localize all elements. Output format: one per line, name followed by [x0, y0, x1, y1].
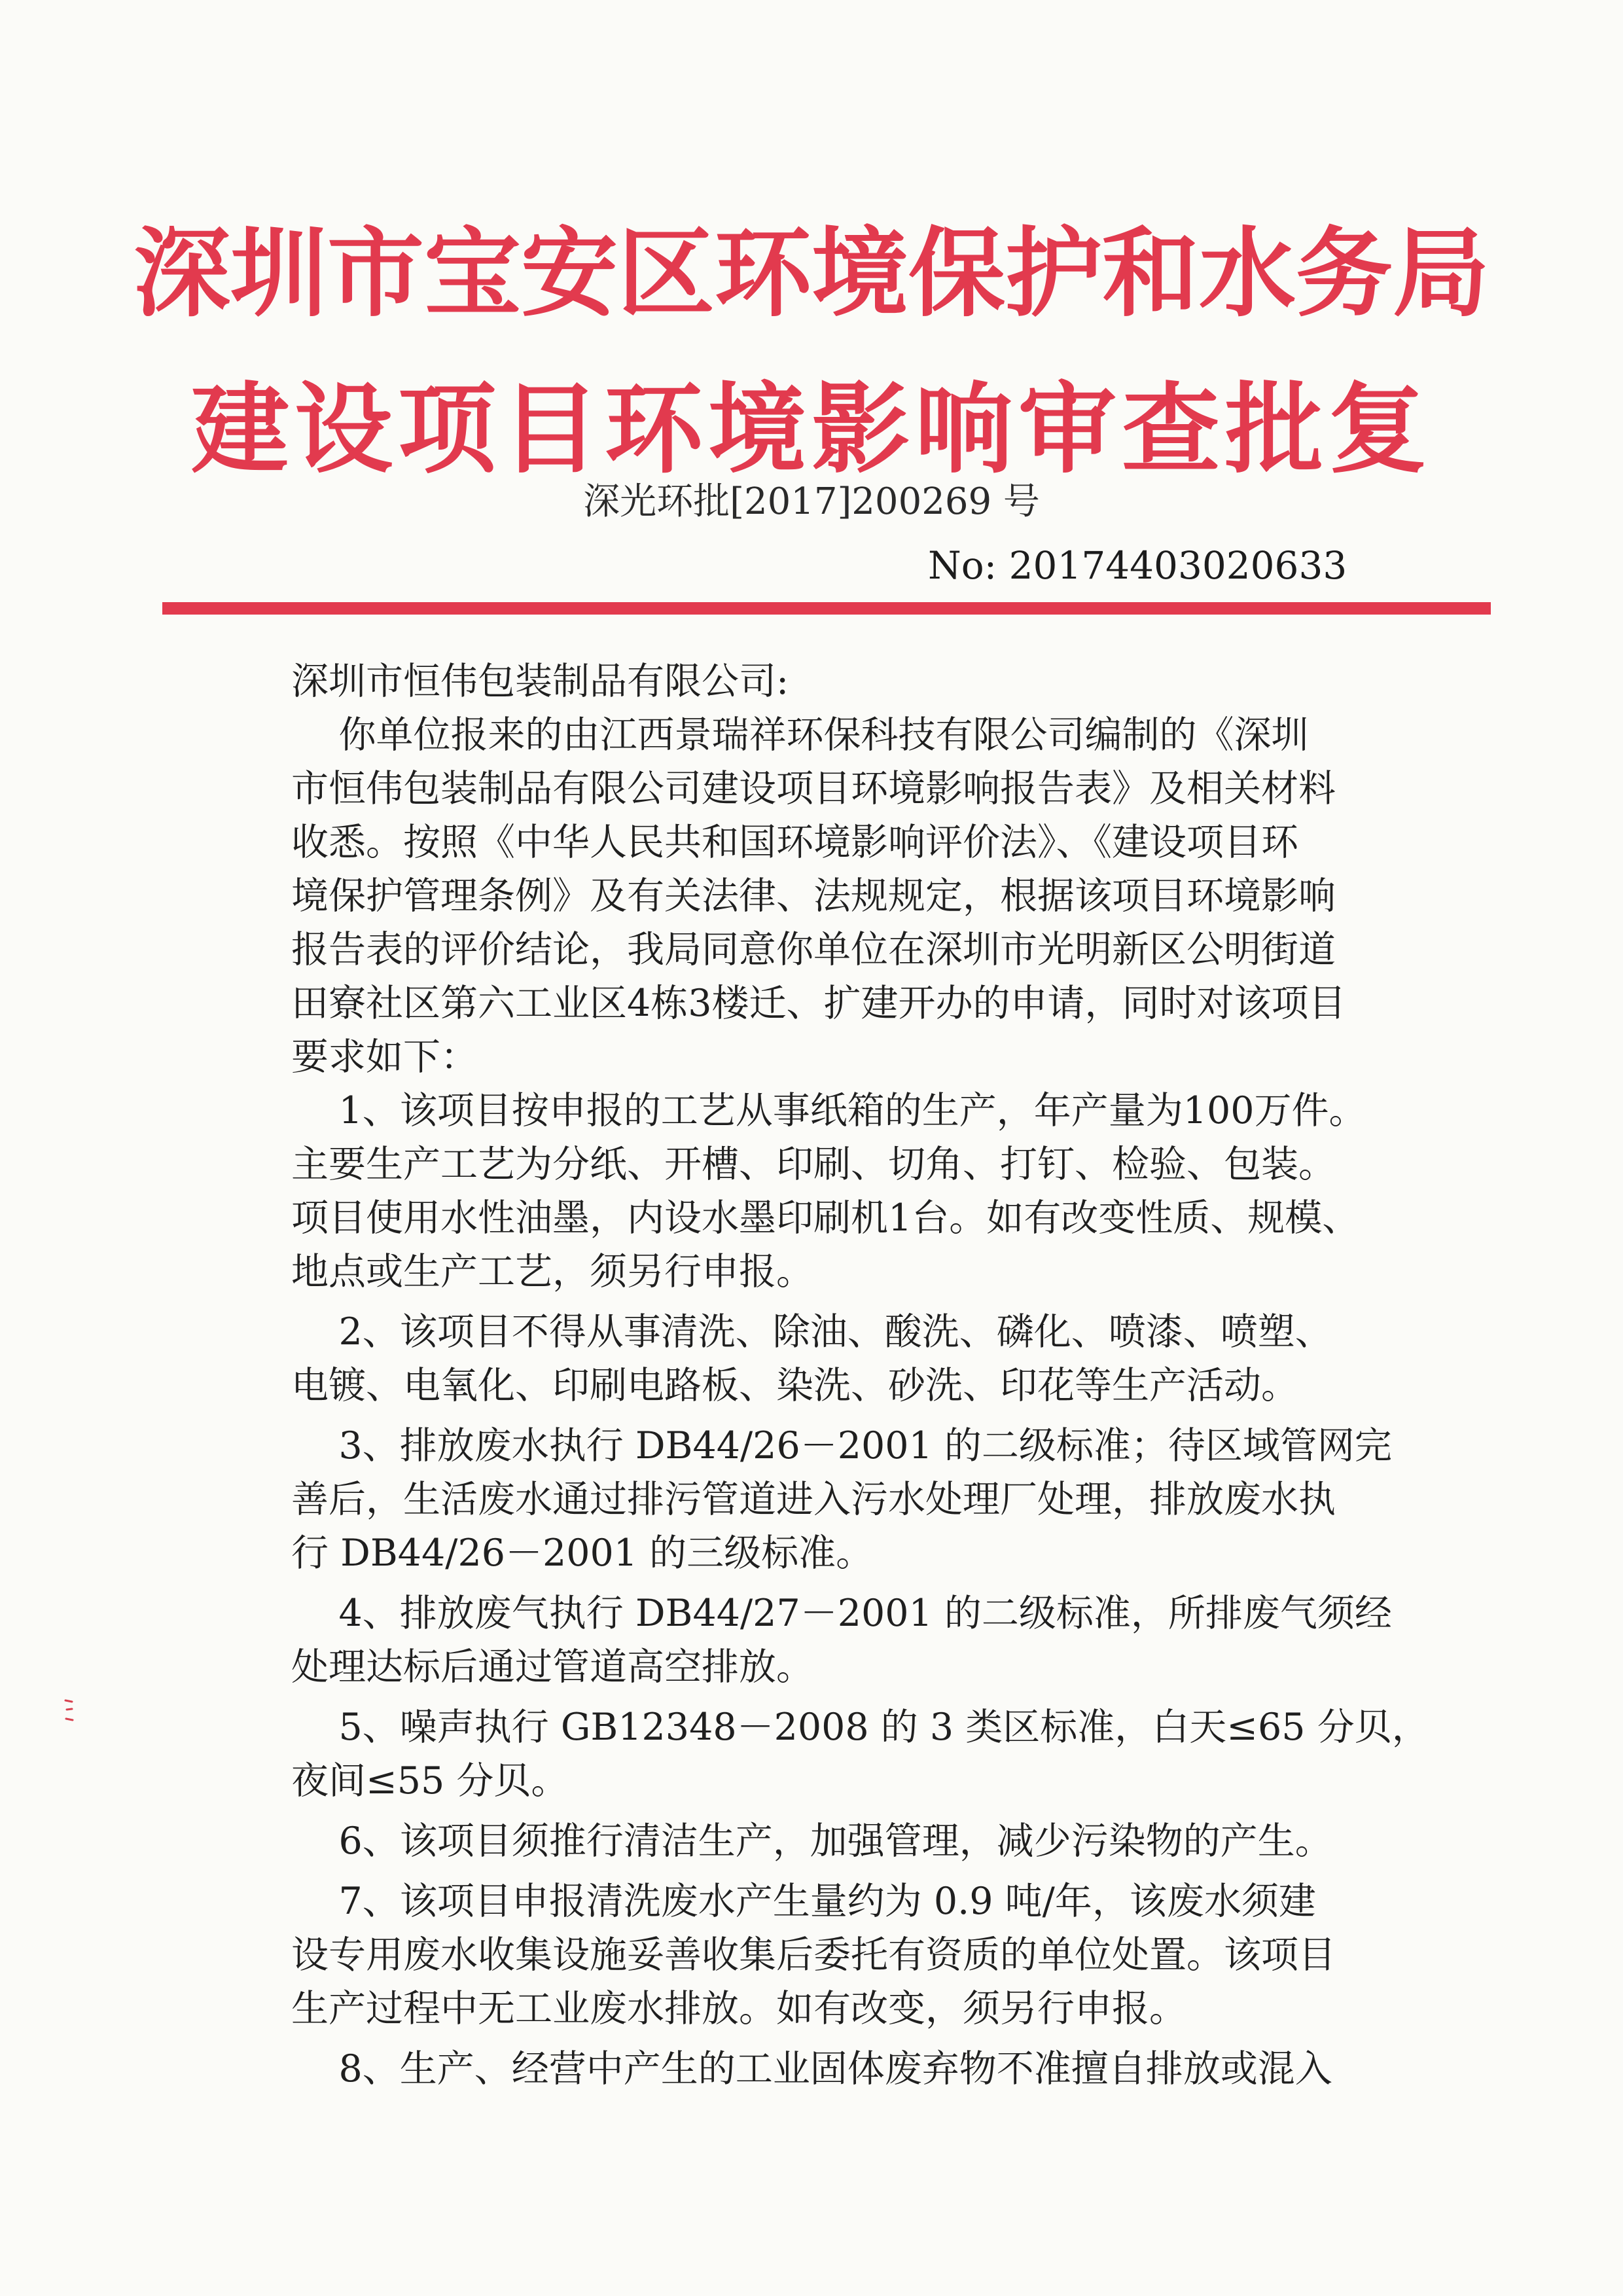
paragraph-gap: [291, 1416, 1482, 1422]
body-line: 3、排放废水执行 DB44/26－2001 的二级标准；待区域管网完: [291, 1424, 1392, 1467]
paragraph-gap: [291, 1871, 1482, 1878]
body-line: 善后，生活废水通过排污管道进入污水处理厂处理，排放废水执: [291, 1478, 1336, 1521]
body-line: 6、该项目须推行清洁生产，加强管理，减少污染物的产生。: [291, 1820, 1332, 1863]
body-line: 行 DB44/26－2001 的三级标准。: [291, 1532, 874, 1575]
body-line: 设专用废水收集设施妥善收集后委托有资质的单位处置。该项目: [291, 1933, 1336, 1977]
body-line: 境保护管理条例》及有关法律、法规规定，根据该项目环境影响: [291, 874, 1336, 918]
body-line: 1、该项目按申报的工艺从事纸箱的生产，年产量为100万件。: [291, 1089, 1366, 1132]
body-line: 主要生产工艺为分纸、开槽、印刷、切角、打钉、检验、包装。: [291, 1143, 1336, 1186]
body-line: 处理达标后通过管道高空排放。: [291, 1645, 813, 1689]
document-number: 深光环批[2017]200269 号: [583, 480, 1040, 523]
paragraph-gap: [291, 1811, 1482, 1818]
body-line: 2、该项目不得从事清洗、除油、酸洗、磷化、喷漆、喷塑、: [291, 1310, 1332, 1354]
serial-number: No: 20174403020633: [928, 543, 1347, 588]
body-line: 报告表的评价结论，我局同意你单位在深圳市光明新区公明街道: [291, 928, 1336, 971]
red-header-rule: [162, 602, 1491, 615]
body-line: 8、生产、经营中产生的工业固体废弃物不准擅自排放或混入: [291, 2047, 1332, 2090]
document-body: [291, 658, 1482, 2099]
body-line: 夜间≤55 分贝。: [291, 1759, 569, 1803]
paragraph-gap: [291, 1583, 1482, 1590]
paragraph-gap: [291, 1697, 1482, 1704]
body-line: 你单位报来的由江西景瑞祥环保科技有限公司编制的《深圳: [291, 713, 1309, 757]
body-line: 地点或生产工艺，须另行申报。: [291, 1250, 813, 1293]
body-line: 生产过程中无工业废水排放。如有改变，须另行申报。: [291, 1987, 1186, 2030]
red-ink-mark: [63, 1698, 76, 1727]
paragraph-gap: [291, 2039, 1482, 2045]
body-line: 田寮社区第六工业区4栋3楼迁、扩建开办的申请，同时对该项目: [291, 982, 1346, 1025]
issuer-title: 深圳市宝安区环境保护和水务局: [134, 216, 1489, 330]
body-line: 4、排放废气执行 DB44/27－2001 的二级标准，所排废气须经: [291, 1592, 1392, 1635]
body-line: 要求如下：: [291, 1035, 478, 1079]
body-line: 电镀、电氧化、印刷电路板、染洗、砂洗、印花等生产活动。: [291, 1364, 1298, 1407]
paragraph-gap: [291, 1302, 1482, 1308]
document-title: 建设项目环境影响审查批复: [190, 372, 1432, 487]
body-line: 收悉。按照《中华人民共和国环境影响评价法》、《建设项目环: [291, 821, 1298, 864]
body-line: 5、噪声执行 GB12348－2008 的 3 类区标准，白天≤65 分贝，: [291, 1706, 1429, 1749]
body-line: 市恒伟包装制品有限公司建设项目环境影响报告表》及相关材料: [291, 767, 1336, 810]
body-line: 7、该项目申报清洗废水产生量约为 0.9 吨/年，该废水须建: [291, 1880, 1316, 1923]
body-line: 深圳市恒伟包装制品有限公司:: [291, 660, 789, 703]
body-line: 项目使用水性油墨，内设水墨印刷机1台。如有改变性质、规模、: [291, 1196, 1360, 1240]
